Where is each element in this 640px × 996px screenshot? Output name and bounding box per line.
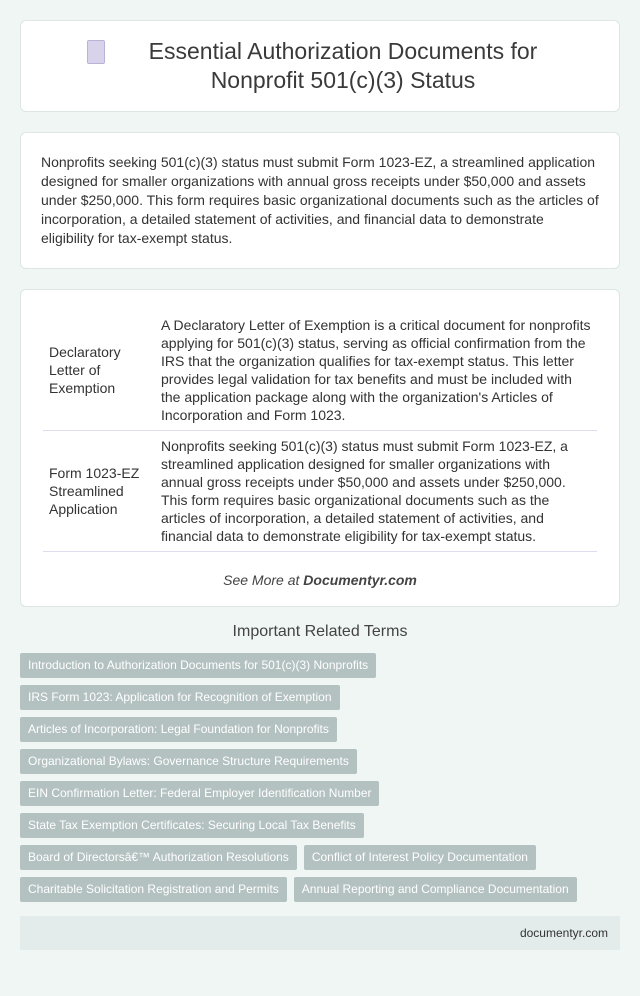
related-tag[interactable]: Charitable Solicitation Registration and Permits — [20, 877, 287, 902]
see-more-prefix: See More at — [223, 572, 304, 588]
term-cell: Declaratory Letter of Exemption — [43, 310, 155, 431]
description-cell: A Declaratory Letter of Exemption is a critical document for nonprofits applying for 501(c)(3) status, serving as official confirmation from the IRS that the organization qualifies for tax-exempt status. This letter provides legal validation for tax benefits and must be included with the application package along with the organization's Articles of Incorporation and Form 1023. — [155, 310, 597, 431]
related-tag[interactable]: IRS Form 1023: Application for Recognition of Exemption — [20, 685, 340, 710]
table-row — [43, 431, 597, 552]
related-tag[interactable]: State Tax Exemption Certificates: Securing Local Tax Benefits — [20, 813, 364, 838]
intro-text: Nonprofits seeking 501(c)(3) status must submit Form 1023-EZ, a streamlined application designed for smaller organizations with annual gross receipts under $50,000 and assets under $250,000. This form requires basic organizational documents such as the articles of incorporation, a detailed statement of activities, and financial data to demonstrate eligibility for tax-exempt status. — [20, 132, 620, 269]
related-tag[interactable]: Organizational Bylaws: Governance Structure Requirements — [20, 749, 357, 774]
related-tag[interactable]: Introduction to Authorization Documents for 501(c)(3) Nonprofits — [20, 653, 376, 678]
table-row — [43, 310, 597, 431]
term-cell: Form 1023-EZ Streamlined Application — [43, 431, 155, 552]
description-cell: Nonprofits seeking 501(c)(3) status must submit Form 1023-EZ, a streamlined application designed for smaller organizations with annual gross receipts under $50,000 and assets under $250,000. This form requires basic organizational documents such as the articles of incorporation, a detailed statement of activities, and financial data to demonstrate eligibility for tax-exempt status. — [155, 431, 597, 552]
see-more — [43, 572, 597, 588]
related-tag[interactable]: EIN Confirmation Letter: Federal Employer Identification Number — [20, 781, 379, 806]
documents-table-card — [20, 289, 620, 607]
see-more-link[interactable]: Documentyr.com — [303, 572, 417, 588]
document-icon — [87, 40, 105, 64]
related-tag[interactable]: Board of Directorsâ€™ Authorization Resolutions — [20, 845, 297, 870]
footer: documentyr.com — [20, 916, 620, 950]
related-tags — [20, 653, 620, 902]
related-tag[interactable]: Conflict of Interest Policy Documentation — [304, 845, 536, 870]
title-card — [20, 20, 620, 112]
documents-table — [43, 310, 597, 552]
page-title: Essential Authorization Documents for Nonprofit 501(c)(3) Status — [148, 38, 538, 93]
related-terms-title: Important Related Terms — [232, 623, 408, 640]
related-tag[interactable]: Articles of Incorporation: Legal Foundation for Nonprofits — [20, 717, 337, 742]
related-tag[interactable]: Annual Reporting and Compliance Documentation — [294, 877, 577, 902]
